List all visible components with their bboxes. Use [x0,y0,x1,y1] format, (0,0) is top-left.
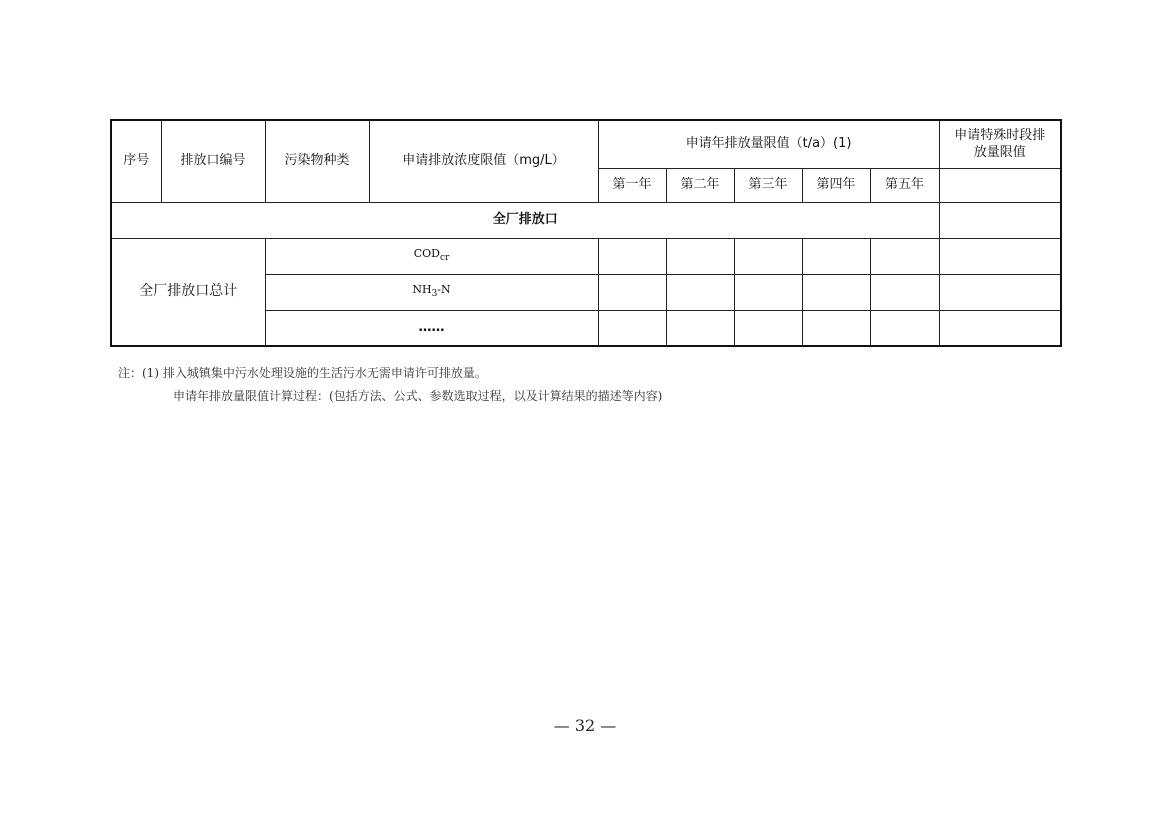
cell-etc-special [939,310,1061,346]
pollutant-cod [265,238,598,274]
page-number: — 32 — [553,716,617,735]
cell-cod-y4 [802,238,870,274]
cell-cod-y3 [734,238,802,274]
cell-nh3n-special [939,274,1061,310]
header-special-period-text: 申请特殊时段排放量限值 [954,127,1046,161]
cell-cod-y2 [666,238,734,274]
total-label: 全厂排放口总计 [111,238,265,346]
permit-table [110,119,1062,347]
header-concentration: 申请排放浓度限值（mg/L） [369,120,598,202]
section-row [111,202,1061,238]
header-seq: 序号 [111,120,161,202]
cell-nh3n-y1 [598,274,666,310]
cell-nh3n-y3 [734,274,802,310]
pollutant-cod-sub: cr [439,253,450,264]
cell-etc-y4 [802,310,870,346]
cell-cod-y5 [870,238,939,274]
header-year-2: 第二年 [666,168,734,202]
section-empty-cell [939,202,1061,238]
note-line-2: 申请年排放量限值计算过程：(包括方法、公式、参数选取过程，以及计算结果的描述等内容) [173,389,663,403]
table-row [111,238,1061,274]
pollutant-ellipsis: …… [265,310,598,346]
cell-etc-y5 [870,310,939,346]
header-outlet-no: 排放口编号 [161,120,265,202]
header-year-5: 第五年 [870,168,939,202]
pollutant-nh3n-suffix: -N [437,283,451,297]
permit-table-container [110,119,1062,347]
cell-cod-y1 [598,238,666,274]
section-title: 全厂排放口 [111,202,939,238]
header-pollutant: 污染物种类 [265,120,369,202]
pollutant-nh3n [265,274,598,310]
header-row-1 [111,120,1061,168]
header-year-3: 第三年 [734,168,802,202]
note-line-1: 注：(1) 排入城镇集中污水处理设施的生活污水无需申请许可排放量。 [118,366,487,380]
cell-cod-special [939,238,1061,274]
cell-nh3n-y4 [802,274,870,310]
cell-nh3n-y5 [870,274,939,310]
header-special-period-cell [939,168,1061,202]
header-year-1: 第一年 [598,168,666,202]
cell-etc-y3 [734,310,802,346]
header-special-period [939,120,1061,168]
pollutant-nh3n-sub: 3 [431,289,438,300]
header-annual-limit: 申请年排放量限值（t/a）(1) [598,120,939,168]
cell-etc-y1 [598,310,666,346]
header-year-4: 第四年 [802,168,870,202]
pollutant-nh3n-name: NH [412,283,432,297]
notes [118,362,662,408]
pollutant-cod-name: COD [413,247,440,261]
cell-nh3n-y2 [666,274,734,310]
cell-etc-y2 [666,310,734,346]
